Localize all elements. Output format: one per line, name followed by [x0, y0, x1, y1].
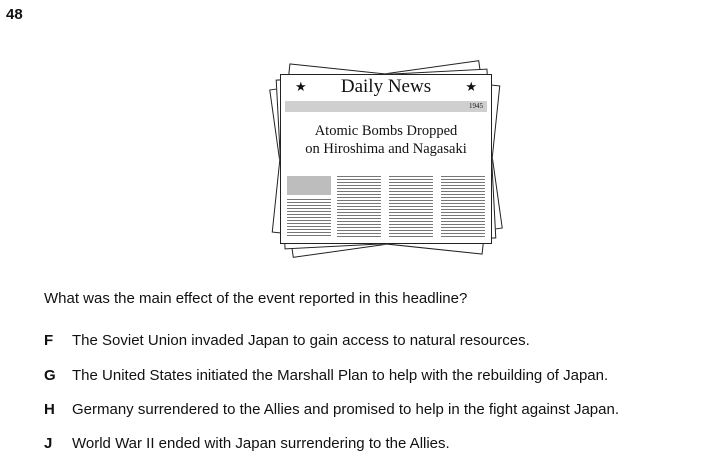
text-column [441, 176, 485, 238]
text-column [337, 176, 381, 238]
text-column [389, 176, 433, 238]
star-icon: ★ [465, 79, 477, 94]
newspaper-name: Daily News [340, 76, 432, 97]
answer-choice-h[interactable] [44, 401, 619, 418]
newspaper-year: 1945 [285, 101, 487, 112]
newspaper-headline [281, 122, 491, 158]
answer-choice-f[interactable] [44, 332, 530, 349]
newspaper-photo [287, 176, 331, 195]
choice-letter: G [44, 367, 56, 384]
newspaper-front-page [280, 74, 492, 244]
newspaper-body [287, 176, 485, 238]
choice-text: World War II ended with Japan surrendering to the Allies. [72, 435, 450, 452]
choice-text: Germany surrendered to the Allies and promised to help in the fight against Japan. [72, 401, 619, 418]
choice-text: The Soviet Union invaded Japan to gain access to natural resources. [72, 332, 530, 349]
question-number: 48 [6, 6, 23, 23]
headline-line: on Hiroshima and Nagasaki [305, 141, 467, 157]
text-column [287, 199, 331, 238]
choice-letter: H [44, 401, 55, 418]
answer-choice-g[interactable] [44, 367, 608, 384]
question-text: What was the main effect of the event reported in this headline? [44, 290, 468, 307]
choice-letter: F [44, 332, 54, 349]
headline-line: Atomic Bombs Dropped [314, 123, 458, 139]
answer-choice-j[interactable] [44, 435, 450, 452]
star-icon: ★ [295, 79, 307, 94]
choice-letter: J [44, 435, 53, 452]
newspaper-masthead [281, 75, 491, 99]
newspaper-illustration [262, 58, 512, 273]
choice-text: The United States initiated the Marshall Plan to help with the rebuilding of Japan. [72, 367, 609, 384]
